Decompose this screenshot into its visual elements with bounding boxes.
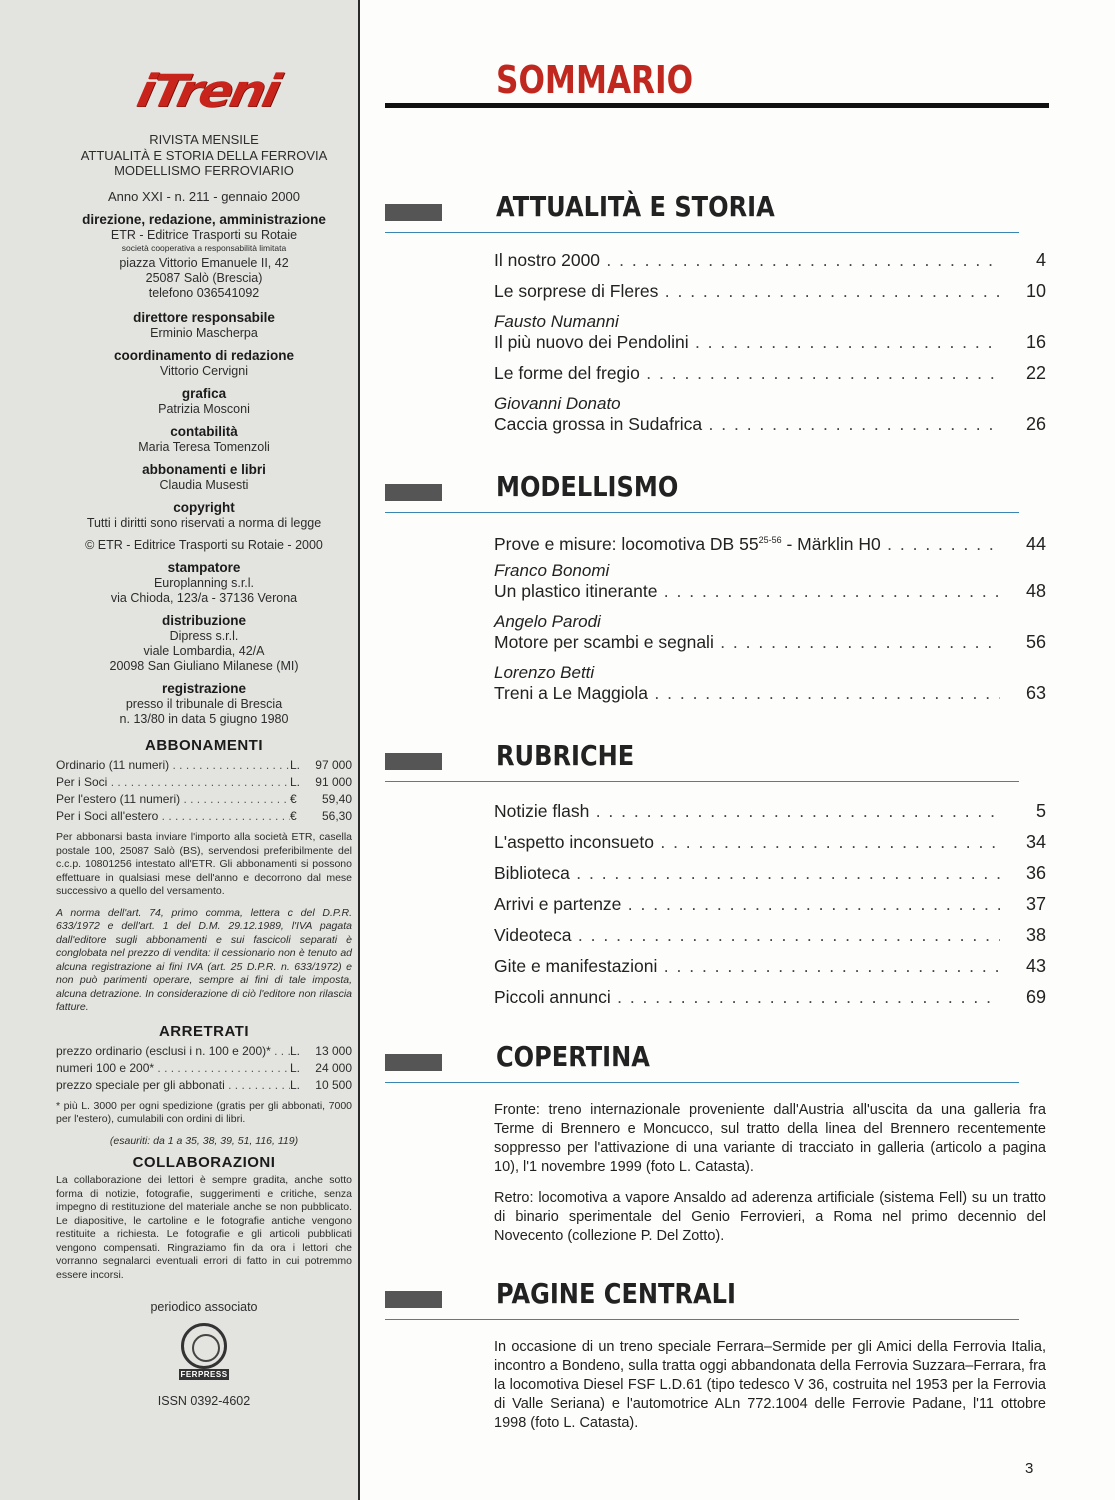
credit-contabilita: contabilità Maria Teresa Tomenzoli — [138, 424, 270, 454]
credit-registrazione: registrazione presso il tribunale di Brescia n. 13/80 in data 5 giugno 1980 — [119, 681, 289, 726]
section-heading: PAGINE CENTRALI — [496, 1277, 736, 1310]
section-entries — [494, 530, 1046, 703]
issn: ISSN 0392-4602 — [157, 1394, 251, 1408]
arretrati-note: * più L. 3000 per ogni spedizione (gratis per gli abbonati, 7000 per l'estero), cumulabili con ordini di libri. — [56, 1099, 352, 1125]
toc-entry[interactable]: Arrivi e partenze . . . 37 — [494, 894, 1046, 914]
abbonamenti-note: Per abbonarsi basta inviare l'importo alla società ETR, casella postale 100, 25087 Salò (BS), servendosi preferibilmente del c.c.p. 10801256 intestato all'ETR. Gli abbonamenti si possono effettuare in qualsiasi mese dell'anno e decorrono dal mese successivo a quello del versamento. — [56, 831, 352, 897]
toc-entry[interactable]: Angelo Parodi Motore per scambi e segnali . . . 56 — [494, 612, 1046, 652]
arretrati-title: ARRETRATI — [158, 1022, 250, 1040]
section-rule — [385, 781, 1019, 782]
cover-front-caption: Fronte: treno internazionale proveniente dall'Austria all'uscita da una galleria fra Terme di Brennero e Moncucco, sul tratto della linea del Brennero recentemente soppresso per l'attivazione di una variante di tracciato in galleria (articolo a pagina 10), l'1 novembre 1999 (foto L. Catasta). — [494, 1102, 1046, 1175]
credit-distribuzione: distribuzione Dipress s.r.l. viale Lombardia, 42/A 20098 San Giuliano Milanese (MI) — [109, 613, 299, 673]
masthead-sidebar — [0, 0, 360, 1500]
description-line: RIVISTA MENSILE — [149, 132, 259, 147]
page-number: 3 — [1025, 1460, 1034, 1477]
credit-direttore: direttore responsabile Erminio Mascherpa — [133, 310, 275, 340]
credit-stampatore: stampatore Europlanning s.r.l. via Chioda, 123/a - 37136 Verona — [110, 560, 298, 605]
price-row: prezzo speciale per gli abbonati . . . L. 10 500 — [56, 1077, 352, 1094]
section-rule — [385, 232, 1019, 233]
price-row: Per i Soci . . . L. 91 000 — [56, 774, 352, 791]
toc-entry[interactable]: Gite e manifestazioni . . . 43 — [494, 956, 1046, 976]
issue-info: Anno XXI - n. 211 - gennaio 2000 — [107, 188, 300, 204]
title-rule — [385, 103, 1049, 108]
credit-direzione: direzione, redazione, amministrazione ETR - Editrice Trasporti su Rotaie società cooperativa a responsabilità limitata piazza Vittorio Emanuele II, 42 25087 Salò (Brescia) telefono 036541092 — [82, 212, 326, 300]
section-heading: MODELLISMO — [496, 470, 679, 503]
cover-back-caption: Retro: locomotiva a vapore Ansaldo ad aderenza artificiale (sistema Fell) su un tratto di binario sperimentale del Genio Ferrovieri, a Roma nel primo decennio del Novecento (collezione P. Del Zotto). — [494, 1190, 1046, 1244]
section-bar — [385, 1054, 442, 1071]
toc-entry[interactable]: Biblioteca . . . 36 — [494, 863, 1046, 883]
toc-entry[interactable]: Le forme del fregio . . . 22 — [494, 363, 1046, 383]
section-heading: ATTUALITÀ E STORIA — [496, 190, 775, 223]
esauriti-note: (esauriti: da 1 a 35, 38, 39, 51, 116, 119) — [109, 1134, 299, 1147]
section-bar — [385, 1291, 442, 1308]
iva-legal-note: A norma dell'art. 74, primo comma, lettera c del D.P.R. 633/1972 e dell'art. 1 del D.M. 29.12.1989, l'IVA pagata dall'editore sugli abbonamenti e sui fascicoli separati è conglobata nel prezzo di vendita: il cessionario non è tenuto ad alcuna registrazione ai fini IVA (art. 25 D.P.R. n. 633/1972) e non può parimenti operare, sempre ai fini di tale imposta, alcuna detrazione. In considerazione di ciò l'editore non rilascia fatture. — [56, 906, 352, 1013]
masthead-content — [56, 62, 352, 1409]
toc-entry[interactable]: Le sorprese di Fleres . . . 10 — [494, 281, 1046, 301]
arretrati-table — [56, 1043, 352, 1094]
price-row: numeri 100 e 200* . . . L. 24 000 — [56, 1060, 352, 1077]
section-rule — [385, 1082, 1019, 1083]
centerfold-caption: In occasione di un treno speciale Ferrara–Sermide per gli Amici della Ferrovia Italia, incontro a Bondeno, sulla tratta oggi abbandonata della Ferrovia Suzzara–Ferrara, fra la locomotiva Diesel FSF L.D.61 (tipo tedesco V 36, costruita nel 1953 per la Ferrovia di Valle Seriana) e l'automotrice ALn 772.1004 delle Ferrovie Padane, l'11 ottobre 1998 (foto L. Catasta). — [494, 1339, 1046, 1431]
description-line: ATTUALITÀ E STORIA DELLA FERROVIA — [80, 147, 328, 163]
toc-entry[interactable]: Videoteca . . . 38 — [494, 925, 1046, 945]
toc-entry[interactable]: L'aspetto inconsueto . . . 34 — [494, 832, 1046, 852]
price-row: prezzo ordinario (esclusi i n. 100 e 200)* . . . L. 13 000 — [56, 1043, 352, 1060]
section-entries — [494, 801, 1046, 1007]
toc-entry[interactable]: Franco Bonomi Un plastico itinerante . . . 48 — [494, 561, 1046, 601]
section-bar — [385, 753, 442, 770]
toc-entry[interactable]: Fausto Numanni Il più nuovo dei Pendolini . . . 16 — [494, 312, 1046, 352]
toc-entry[interactable]: Lorenzo Betti Treni a Le Maggiola . . . 63 — [494, 663, 1046, 703]
collaborazioni-title: COLLABORAZIONI — [132, 1154, 276, 1171]
credit-abbonamenti: abbonamenti e libri Claudia Musesti — [142, 462, 266, 492]
section-heading: RUBRICHE — [496, 739, 635, 772]
description-line: MODELLISMO FERROVIARIO — [114, 163, 294, 178]
credit-copyright: copyright Tutti i diritti sono riservati a norma di legge © ETR - Editrice Trasporti su Rotaie - 2000 — [85, 500, 323, 552]
section-rule — [385, 512, 1019, 513]
section-bar — [385, 204, 442, 221]
price-row: Ordinario (11 numeri) . . . L. 97 000 — [56, 757, 352, 774]
magazine-logo: iTreni — [132, 64, 284, 118]
abbonamenti-title: ABBONAMENTI — [145, 737, 263, 754]
section-bar — [385, 484, 442, 501]
section-entries — [494, 250, 1046, 434]
section-heading: COPERTINA — [496, 1040, 650, 1073]
price-row: Per i Soci all'estero . . . € 56,30 — [56, 808, 352, 825]
ferpress-seal-icon — [181, 1323, 227, 1369]
price-row: Per l'estero (11 numeri) . . . € 59,40 — [56, 791, 352, 808]
ferpress-label: FERPRESS — [180, 1370, 228, 1379]
toc-entry[interactable]: Giovanni Donato Caccia grossa in Sudafrica . . . 26 — [494, 394, 1046, 434]
toc-entry[interactable]: Il nostro 2000 . . . 4 — [494, 250, 1046, 270]
section-rule — [385, 1319, 1019, 1320]
credit-grafica: grafica Patrizia Mosconi — [158, 386, 250, 416]
collaborazioni-text: La collaborazione dei lettori è sempre gradita, anche sotto forma di notizie, fotografie, suggerimenti e critiche, senza impegno di restituzione del materiale anche se non pubblicato. Le diapositive, le cartoline e le fotografie antiche vengono restituite a richiesta. Le fotografie e gli articoli pubblicati vengono compensati. Ringraziamo fin da ora i lettori che vorranno segnalarci eventuali errori di fatto in cui potremmo essere incorsi. — [56, 1174, 352, 1281]
magazine-description — [56, 132, 352, 179]
toc-entry[interactable]: Piccoli annunci . . . 69 — [494, 987, 1046, 1007]
periodico-associato: periodico associato — [150, 1300, 258, 1314]
toc-entry[interactable]: Notizie flash . . . 5 — [494, 801, 1046, 821]
abbonamenti-table — [56, 757, 352, 825]
toc-entry[interactable]: Prove e misure: locomotiva DB 55$^{25-56}$ - Märklin H0 . . . 44 — [494, 530, 1046, 550]
credit-coordinamento: coordinamento di redazione Vittorio Cervigni — [113, 348, 295, 378]
page-title: SOMMARIO — [496, 58, 694, 102]
